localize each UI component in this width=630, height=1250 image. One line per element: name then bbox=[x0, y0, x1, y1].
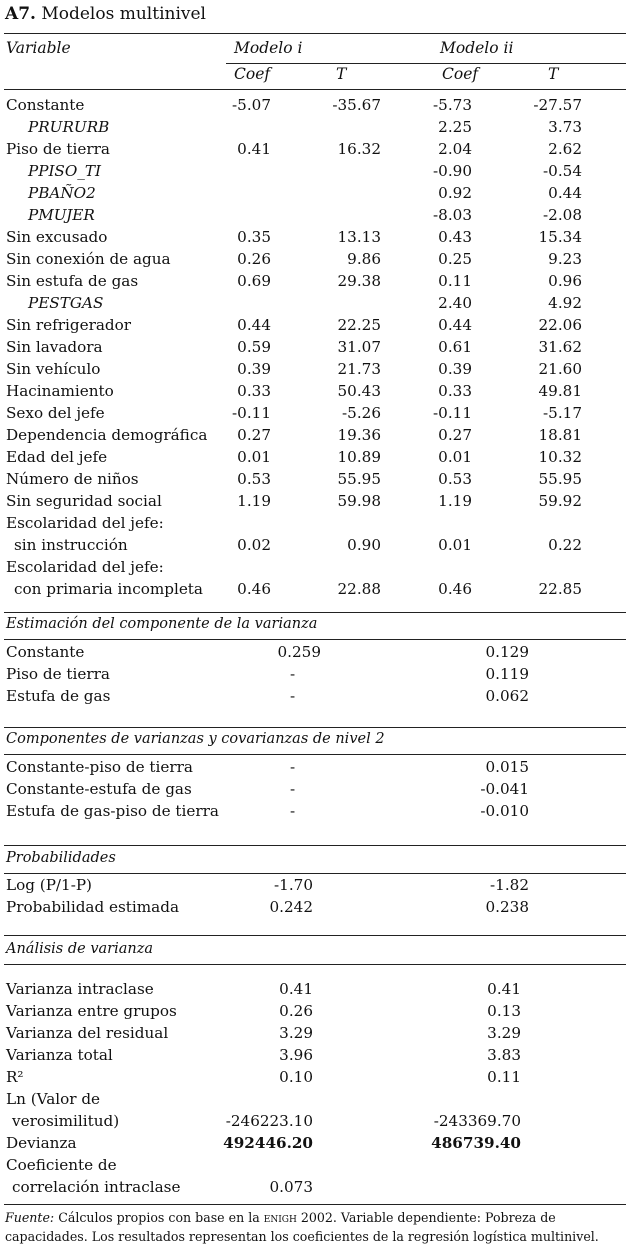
row-label: sin instrucción bbox=[14, 536, 128, 554]
coef-model-ii: 0.27 bbox=[438, 426, 472, 444]
summary-label: Estufa de gas-piso de tierra bbox=[6, 802, 219, 820]
summary-model-i: 3.96 bbox=[279, 1046, 313, 1064]
coef-model-ii: -5.73 bbox=[433, 96, 472, 114]
coef-model-ii: 0.92 bbox=[438, 184, 472, 202]
variance-component-heading: Estimación del componente de la varianza bbox=[6, 616, 318, 632]
t-model-ii: 4.92 bbox=[548, 294, 582, 312]
header-model-i: Modelo i bbox=[234, 39, 303, 57]
row-label: PESTGAS bbox=[28, 294, 104, 312]
summary-model-ii: -1.82 bbox=[490, 876, 529, 894]
summary-label: Constante bbox=[6, 643, 85, 661]
summary-model-ii: -0.010 bbox=[480, 802, 529, 820]
t-model-i: 22.88 bbox=[337, 580, 381, 598]
summary-model-i: -1.70 bbox=[274, 876, 313, 894]
probabilities-heading: Probabilidades bbox=[6, 850, 116, 866]
t-model-ii: 0.44 bbox=[548, 184, 582, 202]
summary-model-ii: 486739.40 bbox=[431, 1134, 521, 1152]
summary-label: R² bbox=[6, 1068, 24, 1086]
coef-model-i: 0.53 bbox=[237, 470, 271, 488]
t-model-i: -5.26 bbox=[342, 404, 381, 422]
section-rule-3 bbox=[4, 845, 626, 846]
summary-model-i: 492446.20 bbox=[223, 1134, 313, 1152]
t-model-i: -35.67 bbox=[332, 96, 381, 114]
coef-model-ii: 0.53 bbox=[438, 470, 472, 488]
summary-model-ii: 0.129 bbox=[485, 643, 529, 661]
summary-model-i: 0.10 bbox=[279, 1068, 313, 1086]
t-model-i: 13.13 bbox=[337, 228, 381, 246]
row-label: PBAÑO2 bbox=[28, 184, 96, 202]
summary-model-ii: -0.041 bbox=[480, 780, 529, 798]
row-label: Sin refrigerador bbox=[6, 316, 132, 334]
summary-model-i: 0.242 bbox=[269, 898, 313, 916]
t-model-ii: 15.34 bbox=[538, 228, 582, 246]
row-label: Sin conexión de agua bbox=[6, 250, 171, 268]
t-model-i: 10.89 bbox=[337, 448, 381, 466]
coef-model-ii: 0.43 bbox=[438, 228, 472, 246]
coef-model-i: 0.26 bbox=[237, 250, 271, 268]
row-label: Sexo del jefe bbox=[6, 404, 105, 422]
t-model-ii: -27.57 bbox=[533, 96, 582, 114]
t-model-i: 9.86 bbox=[347, 250, 381, 268]
t-model-i: 21.73 bbox=[337, 360, 381, 378]
t-model-ii: 3.73 bbox=[548, 118, 582, 136]
row-label: Sin excusado bbox=[6, 228, 108, 246]
t-model-ii: 2.62 bbox=[548, 140, 582, 158]
row-label: Sin seguridad social bbox=[6, 492, 162, 510]
header-model-ii: Modelo ii bbox=[440, 39, 514, 57]
coef-model-ii: 2.04 bbox=[438, 140, 472, 158]
coef-model-i: 0.69 bbox=[237, 272, 271, 290]
coef-model-i: -0.11 bbox=[232, 404, 271, 422]
header-t-i: T bbox=[336, 65, 347, 83]
t-model-ii: 22.06 bbox=[538, 316, 582, 334]
coef-model-i: 0.39 bbox=[237, 360, 271, 378]
coef-model-ii: 0.25 bbox=[438, 250, 472, 268]
coef-model-ii: 2.40 bbox=[438, 294, 472, 312]
t-model-ii: 49.81 bbox=[538, 382, 582, 400]
t-model-i: 31.07 bbox=[337, 338, 381, 356]
summary-label: correlación intraclase bbox=[12, 1178, 181, 1196]
coef-model-ii: 2.25 bbox=[438, 118, 472, 136]
t-model-ii: 9.23 bbox=[548, 250, 582, 268]
section-rule-1b bbox=[4, 639, 626, 640]
row-label: Edad del jefe bbox=[6, 448, 108, 466]
row-label: Constante bbox=[6, 96, 85, 114]
row-label: PMUJER bbox=[28, 206, 95, 224]
row-label: Número de niños bbox=[6, 470, 139, 488]
footnote-post: 2002. Variable dependiente: Pobreza de capacidades. Los resultados representan los coeficientes de la regresión logística multinivel. bbox=[5, 1210, 599, 1244]
summary-model-i: - bbox=[290, 758, 296, 776]
summary-model-i: 3.29 bbox=[279, 1024, 313, 1042]
t-model-ii: 0.96 bbox=[548, 272, 582, 290]
header-coef-i: Coef bbox=[234, 65, 271, 83]
section-rule-2 bbox=[4, 727, 626, 728]
summary-label: Constante-estufa de gas bbox=[6, 780, 192, 798]
summary-model-ii: 3.83 bbox=[487, 1046, 521, 1064]
t-model-ii: 0.22 bbox=[548, 536, 582, 554]
summary-model-ii: 0.41 bbox=[487, 980, 521, 998]
coef-model-i: 0.27 bbox=[237, 426, 271, 444]
summary-label: Ln (Valor de bbox=[6, 1090, 101, 1108]
header-variable: Variable bbox=[6, 39, 71, 57]
coef-model-i: 0.44 bbox=[237, 316, 271, 334]
footnote-pre: Cálculos propios con base en la bbox=[58, 1210, 260, 1225]
summary-label: Varianza total bbox=[6, 1046, 113, 1064]
coef-model-ii: -8.03 bbox=[433, 206, 472, 224]
row-label: Sin vehículo bbox=[6, 360, 101, 378]
summary-label: Varianza del residual bbox=[6, 1024, 169, 1042]
summary-label: Log (P/1-P) bbox=[6, 876, 92, 894]
summary-model-i: -246223.10 bbox=[225, 1112, 313, 1130]
summary-model-i: - bbox=[290, 802, 296, 820]
t-model-i: 22.25 bbox=[337, 316, 381, 334]
t-model-ii: 18.81 bbox=[538, 426, 582, 444]
summary-label: Varianza intraclase bbox=[6, 980, 154, 998]
t-model-ii: 21.60 bbox=[538, 360, 582, 378]
summary-model-i: 0.26 bbox=[279, 1002, 313, 1020]
summary-label: Estufa de gas bbox=[6, 687, 111, 705]
coef-model-ii: 0.01 bbox=[438, 536, 472, 554]
summary-label: Devianza bbox=[6, 1134, 77, 1152]
t-model-i: 50.43 bbox=[337, 382, 381, 400]
row-label: Hacinamiento bbox=[6, 382, 114, 400]
row-label: Dependencia demográfica bbox=[6, 426, 208, 444]
t-model-ii: 55.95 bbox=[538, 470, 582, 488]
summary-label: verosimilitud) bbox=[12, 1112, 120, 1130]
summary-model-i: 0.259 bbox=[277, 643, 321, 661]
bottom-rule bbox=[4, 1204, 626, 1205]
section-rule-4b bbox=[4, 964, 626, 965]
coef-model-i: -5.07 bbox=[232, 96, 271, 114]
t-model-ii: 59.92 bbox=[538, 492, 582, 510]
section-rule-3b bbox=[4, 873, 626, 874]
summary-model-ii: 0.062 bbox=[485, 687, 529, 705]
coef-model-i: 0.33 bbox=[237, 382, 271, 400]
header-t-ii: T bbox=[548, 65, 559, 83]
t-model-i: 19.36 bbox=[337, 426, 381, 444]
t-model-ii: -0.54 bbox=[543, 162, 582, 180]
coef-model-i: 0.02 bbox=[237, 536, 271, 554]
t-model-i: 55.95 bbox=[337, 470, 381, 488]
row-label: con primaria incompleta bbox=[14, 580, 203, 598]
row-label: PRURURB bbox=[28, 118, 110, 136]
coef-model-ii: 0.44 bbox=[438, 316, 472, 334]
coef-model-i: 0.01 bbox=[237, 448, 271, 466]
summary-label: Probabilidad estimada bbox=[6, 898, 179, 916]
t-model-i: 0.90 bbox=[347, 536, 381, 554]
section-rule-4 bbox=[4, 935, 626, 936]
row-label: Sin estufa de gas bbox=[6, 272, 139, 290]
summary-model-i: 0.073 bbox=[269, 1178, 313, 1196]
coef-model-i: 0.41 bbox=[237, 140, 271, 158]
row-label: PPISO_TI bbox=[28, 162, 102, 180]
anova-heading: Análisis de varianza bbox=[6, 941, 154, 957]
row-label: Escolaridad del jefe: bbox=[6, 558, 164, 576]
t-model-i: 59.98 bbox=[337, 492, 381, 510]
summary-label: Coeficiente de bbox=[6, 1156, 117, 1174]
coef-model-i: 0.35 bbox=[237, 228, 271, 246]
top-rule bbox=[4, 33, 626, 34]
footnote-label: Fuente: bbox=[5, 1210, 55, 1225]
coef-model-i: 1.19 bbox=[237, 492, 271, 510]
header-coef-ii: Coef bbox=[442, 65, 479, 83]
summary-model-ii: 0.238 bbox=[485, 898, 529, 916]
table-title bbox=[5, 4, 206, 24]
footnote bbox=[5, 1208, 625, 1246]
coef-model-ii: 0.46 bbox=[438, 580, 472, 598]
coef-model-ii: 1.19 bbox=[438, 492, 472, 510]
t-model-ii: -5.17 bbox=[543, 404, 582, 422]
header-rule bbox=[4, 89, 626, 90]
table-title-text: Modelos multinivel bbox=[41, 4, 206, 24]
coef-model-ii: 0.01 bbox=[438, 448, 472, 466]
coef-model-ii: 0.61 bbox=[438, 338, 472, 356]
summary-label: Constante-piso de tierra bbox=[6, 758, 193, 776]
summary-model-ii: 0.119 bbox=[485, 665, 529, 683]
table-number: A7. bbox=[5, 4, 36, 24]
summary-model-ii: -243369.70 bbox=[433, 1112, 521, 1130]
coef-model-i: 0.46 bbox=[237, 580, 271, 598]
t-model-ii: 31.62 bbox=[538, 338, 582, 356]
row-label: Piso de tierra bbox=[6, 140, 110, 158]
t-model-ii: 10.32 bbox=[538, 448, 582, 466]
summary-label: Varianza entre grupos bbox=[6, 1002, 177, 1020]
coef-model-i: 0.59 bbox=[237, 338, 271, 356]
section-rule-2b bbox=[4, 754, 626, 755]
summary-model-ii: 3.29 bbox=[487, 1024, 521, 1042]
coef-model-ii: -0.11 bbox=[433, 404, 472, 422]
t-model-i: 29.38 bbox=[337, 272, 381, 290]
header-subrule bbox=[226, 63, 626, 64]
summary-model-i: - bbox=[290, 687, 296, 705]
t-model-i: 16.32 bbox=[337, 140, 381, 158]
summary-model-i: - bbox=[290, 780, 296, 798]
summary-model-i: 0.41 bbox=[279, 980, 313, 998]
t-model-ii: -2.08 bbox=[543, 206, 582, 224]
coef-model-ii: 0.33 bbox=[438, 382, 472, 400]
level2-heading: Componentes de varianzas y covarianzas de nivel 2 bbox=[6, 731, 385, 747]
summary-model-ii: 0.13 bbox=[487, 1002, 521, 1020]
summary-model-ii: 0.015 bbox=[485, 758, 529, 776]
coef-model-ii: -0.90 bbox=[433, 162, 472, 180]
t-model-ii: 22.85 bbox=[538, 580, 582, 598]
footnote-enigh: enigh bbox=[263, 1210, 297, 1225]
coef-model-ii: 0.11 bbox=[438, 272, 472, 290]
coef-model-ii: 0.39 bbox=[438, 360, 472, 378]
row-label: Sin lavadora bbox=[6, 338, 103, 356]
summary-label: Piso de tierra bbox=[6, 665, 110, 683]
summary-model-ii: 0.11 bbox=[487, 1068, 521, 1086]
section-rule-1 bbox=[4, 612, 626, 613]
row-label: Escolaridad del jefe: bbox=[6, 514, 164, 532]
summary-model-i: - bbox=[290, 665, 296, 683]
